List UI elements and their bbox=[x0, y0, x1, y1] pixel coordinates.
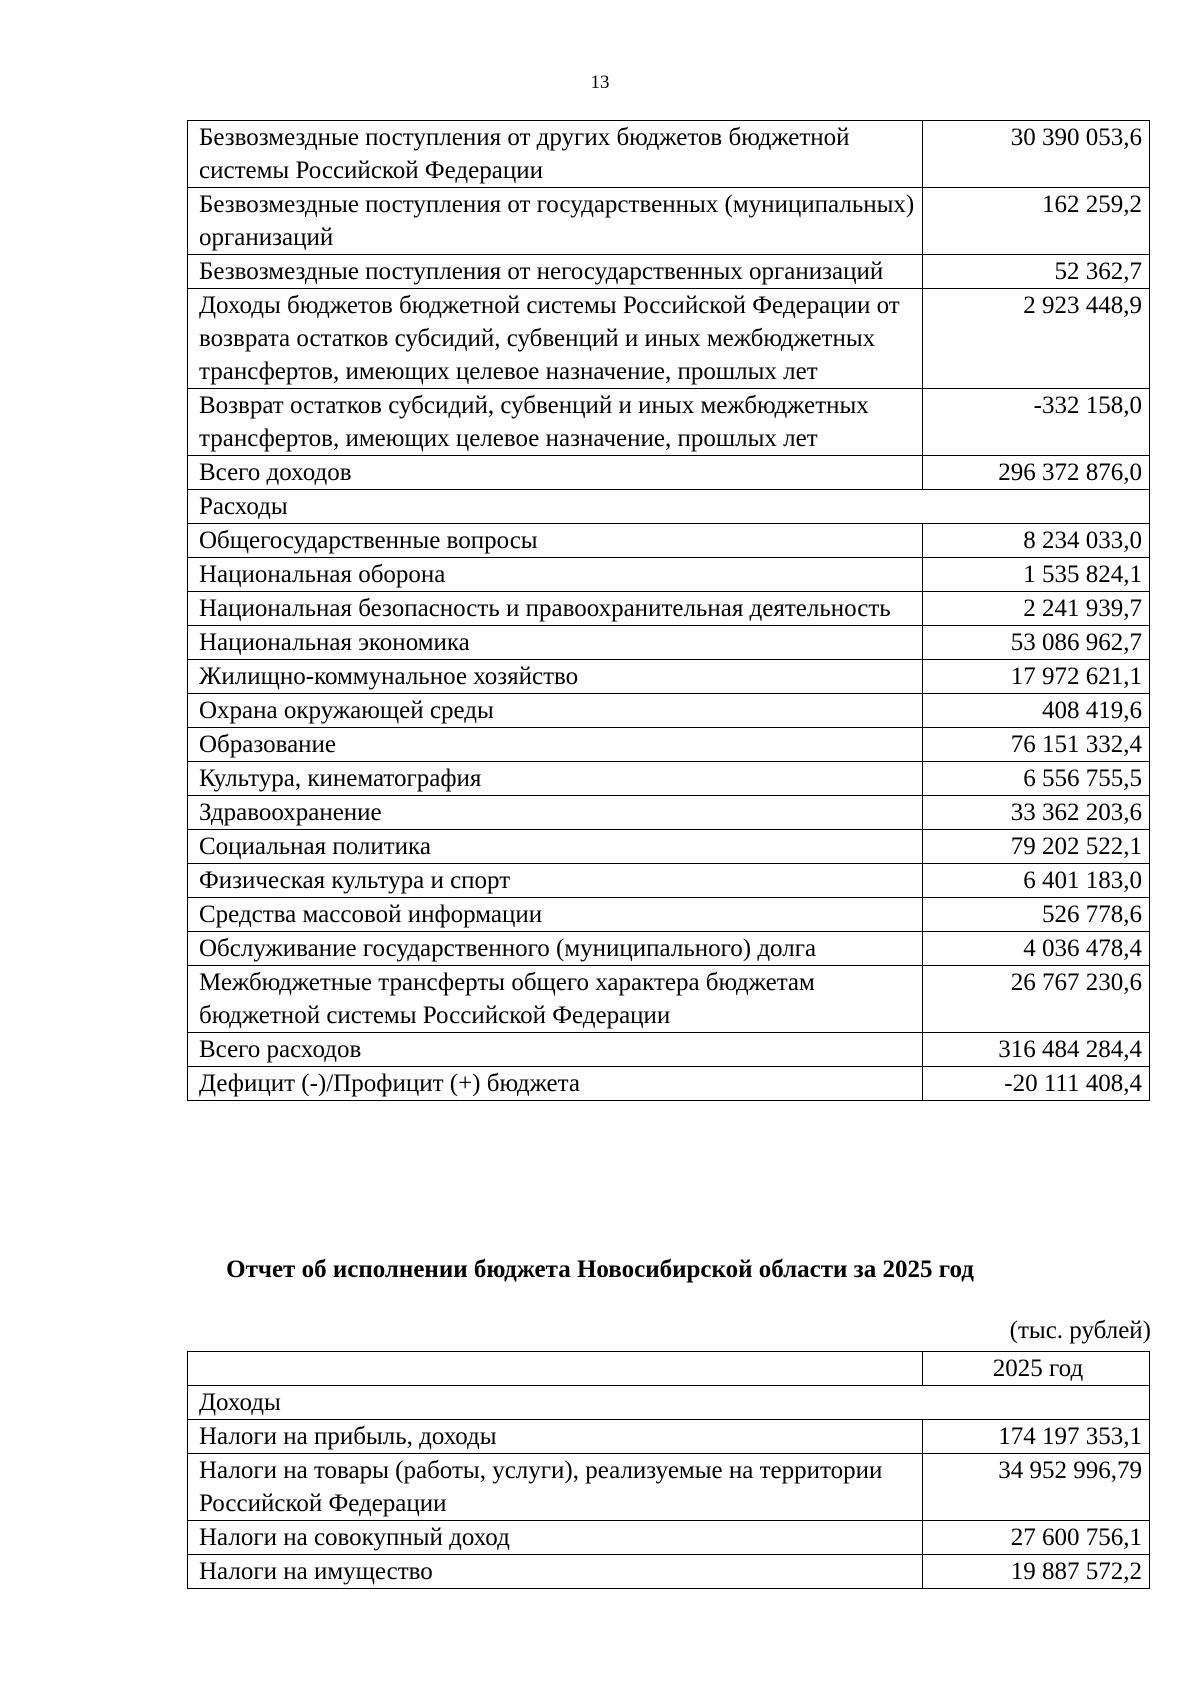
header-name-cell bbox=[188, 1352, 923, 1386]
row-value-cell: 162 259,2 bbox=[923, 188, 1150, 255]
row-value-cell: 27 600 756,1 bbox=[923, 1521, 1150, 1555]
table-row bbox=[188, 932, 1150, 966]
row-label-cell: Налоги на имущество bbox=[188, 1555, 923, 1589]
section-header-cell: Доходы bbox=[188, 1386, 1150, 1420]
row-label-cell: Межбюджетные трансферты общего характера бюджетам бюджетной системы Российской Федерации bbox=[188, 966, 923, 1033]
row-value-cell: 33 362 203,6 bbox=[923, 796, 1150, 830]
table-row bbox=[188, 1067, 1150, 1101]
row-value-cell: 526 778,6 bbox=[923, 898, 1150, 932]
table-row bbox=[188, 289, 1150, 389]
table-row bbox=[188, 660, 1150, 694]
row-value-cell: 2 241 939,7 bbox=[923, 592, 1150, 626]
row-label-cell: Национальная оборона bbox=[188, 558, 923, 592]
row-label-cell: Налоги на товары (работы, услуги), реализуемые на территории Российской Федерации bbox=[188, 1454, 923, 1521]
section-header-row bbox=[188, 490, 1150, 524]
row-value-cell: -20 111 408,4 bbox=[923, 1067, 1150, 1101]
row-label-cell: Средства массовой информации bbox=[188, 898, 923, 932]
row-label-cell: Всего доходов bbox=[188, 456, 923, 490]
table-row bbox=[188, 255, 1150, 289]
table-row bbox=[188, 626, 1150, 660]
section-header-row bbox=[188, 1386, 1150, 1420]
row-label-cell: Физическая культура и спорт bbox=[188, 864, 923, 898]
row-label-cell: Доходы бюджетов бюджетной системы Российской Федерации от возврата остатков субсидий, субвенций и иных межбюджетных трансфертов, имеющих целевое назначение, прошлых лет bbox=[188, 289, 923, 389]
row-value-cell: 6 556 755,5 bbox=[923, 762, 1150, 796]
units-label: (тыс. рублей) bbox=[1009, 1317, 1151, 1344]
row-value-cell: 174 197 353,1 bbox=[923, 1420, 1150, 1454]
row-label-cell: Безвозмездные поступления от других бюджетов бюджетной системы Российской Федерации bbox=[188, 121, 923, 188]
budget-table-continued bbox=[187, 120, 1150, 1101]
row-label-cell: Возврат остатков субсидий, субвенций и иных межбюджетных трансфертов, имеющих целевое назначение, прошлых лет bbox=[188, 389, 923, 456]
row-value-cell: 19 887 572,2 bbox=[923, 1555, 1150, 1589]
row-label-cell: Национальная экономика bbox=[188, 626, 923, 660]
row-value-cell: 52 362,7 bbox=[923, 255, 1150, 289]
table-row bbox=[188, 188, 1150, 255]
table-row bbox=[188, 796, 1150, 830]
table-row bbox=[188, 121, 1150, 188]
table-row bbox=[188, 1033, 1150, 1067]
row-label-cell: Образование bbox=[188, 728, 923, 762]
row-value-cell: 17 972 621,1 bbox=[923, 660, 1150, 694]
row-value-cell: 53 086 962,7 bbox=[923, 626, 1150, 660]
table-row bbox=[188, 524, 1150, 558]
table-row bbox=[188, 389, 1150, 456]
table-row bbox=[188, 762, 1150, 796]
row-label-cell: Культура, кинематография bbox=[188, 762, 923, 796]
row-value-cell: 4 036 478,4 bbox=[923, 932, 1150, 966]
row-label-cell: Национальная безопасность и правоохранительная деятельность bbox=[188, 592, 923, 626]
table-header-row bbox=[188, 1352, 1150, 1386]
row-value-cell: 1 535 824,1 bbox=[923, 558, 1150, 592]
row-value-cell: -332 158,0 bbox=[923, 389, 1150, 456]
row-value-cell: 30 390 053,6 bbox=[923, 121, 1150, 188]
table-row bbox=[188, 456, 1150, 490]
row-label-cell: Налоги на совокупный доход bbox=[188, 1521, 923, 1555]
row-label-cell: Дефицит (-)/Профицит (+) бюджета bbox=[188, 1067, 923, 1101]
row-value-cell: 296 372 876,0 bbox=[923, 456, 1150, 490]
row-value-cell: 8 234 033,0 bbox=[923, 524, 1150, 558]
row-label-cell: Здравоохранение bbox=[188, 796, 923, 830]
row-value-cell: 6 401 183,0 bbox=[923, 864, 1150, 898]
row-label-cell: Налоги на прибыль, доходы bbox=[188, 1420, 923, 1454]
row-value-cell: 408 419,6 bbox=[923, 694, 1150, 728]
table-row bbox=[188, 864, 1150, 898]
row-value-cell: 26 767 230,6 bbox=[923, 966, 1150, 1033]
budget-report-table bbox=[187, 1351, 1150, 1589]
row-label-cell: Безвозмездные поступления от государственных (муниципальных) организаций bbox=[188, 188, 923, 255]
table-row bbox=[188, 830, 1150, 864]
row-label-cell: Жилищно-коммунальное хозяйство bbox=[188, 660, 923, 694]
row-label-cell: Охрана окружающей среды bbox=[188, 694, 923, 728]
table-row bbox=[188, 1555, 1150, 1589]
row-label-cell: Безвозмездные поступления от негосударственных организаций bbox=[188, 255, 923, 289]
row-value-cell: 316 484 284,4 bbox=[923, 1033, 1150, 1067]
row-label-cell: Всего расходов bbox=[188, 1033, 923, 1067]
row-value-cell: 79 202 522,1 bbox=[923, 830, 1150, 864]
table-row bbox=[188, 558, 1150, 592]
row-label-cell: Общегосударственные вопросы bbox=[188, 524, 923, 558]
table-row bbox=[188, 1420, 1150, 1454]
table-row bbox=[188, 898, 1150, 932]
page-number: 13 bbox=[590, 72, 610, 93]
row-label-cell: Обслуживание государственного (муниципального) долга bbox=[188, 932, 923, 966]
table-row bbox=[188, 1454, 1150, 1521]
table-row bbox=[188, 1521, 1150, 1555]
header-year-cell: 2025 год bbox=[923, 1352, 1150, 1386]
section-header-cell: Расходы bbox=[188, 490, 1150, 524]
table-row bbox=[188, 694, 1150, 728]
row-label-cell: Социальная политика bbox=[188, 830, 923, 864]
table-row bbox=[188, 728, 1150, 762]
row-value-cell: 76 151 332,4 bbox=[923, 728, 1150, 762]
row-value-cell: 2 923 448,9 bbox=[923, 289, 1150, 389]
table-row bbox=[188, 966, 1150, 1033]
table-row bbox=[188, 592, 1150, 626]
row-value-cell: 34 952 996,79 bbox=[923, 1454, 1150, 1521]
report-title: Отчет об исполнении бюджета Новосибирской области за 2025 год bbox=[226, 1256, 974, 1283]
